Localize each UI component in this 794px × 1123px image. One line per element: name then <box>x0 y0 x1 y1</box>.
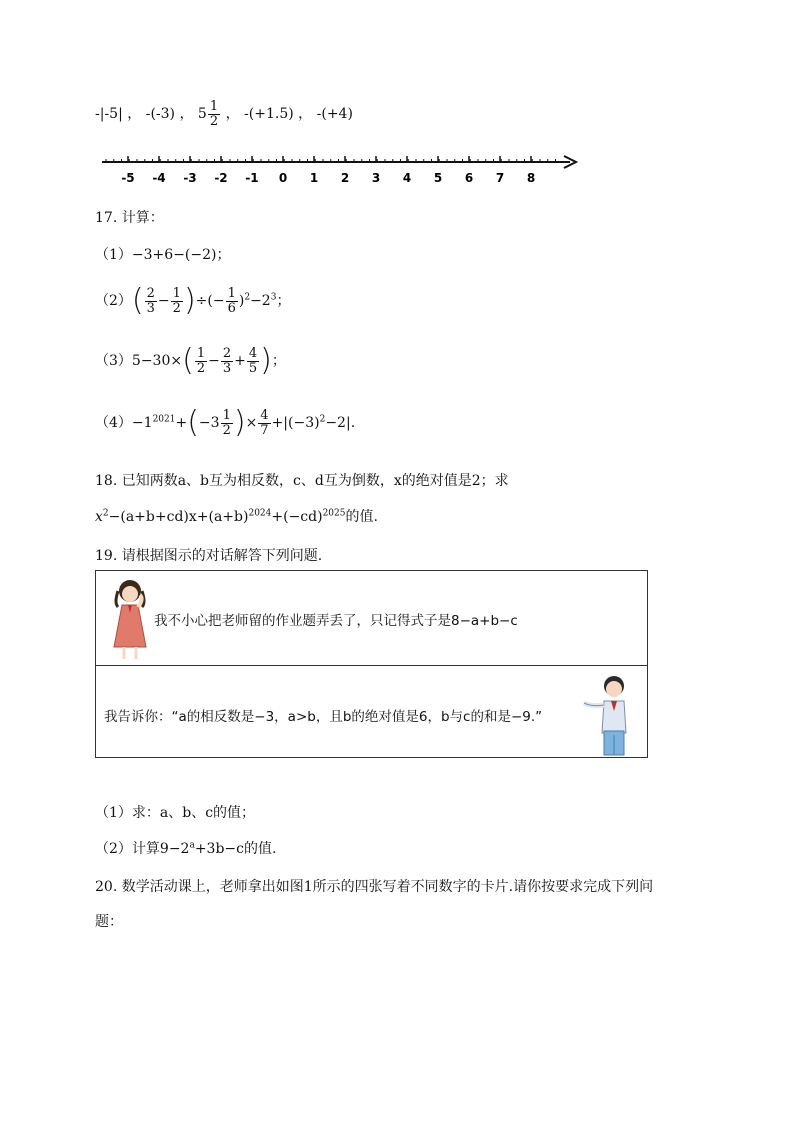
operand: +(−cd) <box>271 509 323 525</box>
tick-label: -4 <box>152 171 166 185</box>
divider <box>96 665 647 666</box>
punctuation: ； <box>271 353 286 369</box>
number-line <box>100 150 580 190</box>
exponent: 3 <box>270 292 277 303</box>
number-3 <box>197 99 221 129</box>
numerator: 1 <box>209 99 219 114</box>
paren-open: ( <box>182 343 194 378</box>
paren-close: ) <box>288 106 294 123</box>
denominator: 2 <box>209 113 219 129</box>
paren-close: ) <box>233 405 246 440</box>
tick-label: -3 <box>183 171 197 185</box>
part-label: （2） <box>95 293 132 309</box>
punctuation: ； <box>276 293 291 309</box>
operator: × <box>245 415 258 431</box>
girl-figure-icon <box>106 577 154 661</box>
operator: + <box>175 415 188 431</box>
number-4 <box>244 106 294 122</box>
paren-close: ) <box>347 106 353 123</box>
number-2: -(-3) <box>145 106 176 123</box>
q19-title: 19. 请根据图示的对话解答下列问题. <box>95 548 323 564</box>
q20-line2: 题： <box>95 914 123 930</box>
q18-expression <box>95 506 378 526</box>
q19-part1: （1）求：a、b、c的值； <box>95 805 256 821</box>
fraction <box>208 100 220 128</box>
q19-part2 <box>95 838 276 858</box>
tick-label: -1 <box>245 171 259 185</box>
numerator: 4 <box>248 345 258 361</box>
numerator: 1 <box>227 285 236 301</box>
operand: −2 <box>250 293 271 309</box>
separator: ， <box>179 106 194 123</box>
tick-label: 4 <box>402 171 412 185</box>
expression: −3+6−(−2) <box>131 247 217 263</box>
variable: x <box>95 509 103 525</box>
part-label: （3） <box>95 353 132 369</box>
punctuation: . <box>350 415 356 431</box>
tick-label: 0 <box>278 171 288 185</box>
exponent: 2025 <box>322 508 346 519</box>
tick-label: 5 <box>433 171 443 185</box>
fraction <box>221 409 233 437</box>
exponent: a <box>189 840 195 851</box>
denominator: 3 <box>222 360 232 376</box>
operand: 5−30× <box>131 353 183 369</box>
numerator: 2 <box>222 345 232 361</box>
denominator: 2 <box>222 422 231 438</box>
denominator: 6 <box>227 300 236 316</box>
paren-open: -( <box>316 106 327 123</box>
numerator: 1 <box>196 345 206 361</box>
paren-open: -( <box>244 106 255 123</box>
paren-open: ( <box>131 283 144 318</box>
separator: ， <box>298 106 313 123</box>
fraction <box>247 347 259 375</box>
separator: ， <box>225 106 240 123</box>
number-1: -|-5| <box>95 106 123 123</box>
operand: −1 <box>131 415 153 431</box>
tick-label: 2 <box>340 171 350 185</box>
tick-label: 8 <box>526 171 536 185</box>
exponent: 2024 <box>248 508 272 519</box>
fraction <box>226 287 238 315</box>
value: +1.5 <box>254 106 289 123</box>
paren-close: ) <box>260 343 272 378</box>
separator: ， <box>127 106 142 123</box>
absolute-value: +|(−3) <box>271 415 320 431</box>
numerator: 1 <box>222 407 231 423</box>
numerator: 1 <box>172 285 181 301</box>
number-5 <box>317 106 353 122</box>
q17-title: 17. 计算： <box>95 210 164 226</box>
operator: ÷(− <box>195 293 225 309</box>
text: +3b−c的值. <box>194 841 277 857</box>
denominator: 2 <box>196 360 206 376</box>
tick-label: 1 <box>309 171 319 185</box>
boy-figure-icon <box>578 673 638 757</box>
text: 的值. <box>345 509 378 525</box>
denominator: 3 <box>146 300 155 316</box>
q18-line1: 18. 已知两数a、b互为相反数，c、d互为倒数，x的绝对值是2；求 <box>95 473 509 489</box>
denominator: 2 <box>172 300 181 316</box>
tick-label: 3 <box>371 171 381 185</box>
q17-part3: （3）5−30×( $\frac{1}{2}$ − $\frac{2}{3}$ + $\frac{4}{5}$ )； <box>95 343 286 378</box>
fraction <box>195 347 207 375</box>
fraction <box>221 347 233 375</box>
value: +4 <box>326 106 348 123</box>
part-label: （4） <box>95 415 132 431</box>
part-label: （1） <box>95 247 132 263</box>
fraction <box>171 287 183 315</box>
fraction <box>258 409 270 437</box>
q17-part1 <box>95 244 231 264</box>
operand: −2| <box>325 415 351 431</box>
exponent: 2 <box>244 292 251 303</box>
dialog-box <box>95 570 648 758</box>
punctuation: ； <box>216 247 231 263</box>
tick-label: -2 <box>214 171 228 185</box>
fraction <box>145 287 157 315</box>
q17-part2: （2）( $\frac{2}{3}$ − $\frac{1}{2}$ )÷(− $\frac{1}{6}$ )$^2-2^3$； <box>95 283 291 318</box>
boy-speech: 我告诉你：“a的相反数是−3，a>b，且b的绝对值是6，b与c的和是−9.” <box>104 709 543 725</box>
q17-part4 <box>95 405 356 440</box>
whole-part: 5 <box>197 106 207 123</box>
paren-open: ( <box>187 405 199 440</box>
whole-part: −3 <box>198 415 220 431</box>
girl-speech: 我不小心把老师留的作业题弄丢了，只记得式子是8−a+b−c <box>154 613 518 629</box>
operand: −(a+b+cd)x+(a+b) <box>108 509 249 525</box>
exponent: 2021 <box>152 414 176 425</box>
denominator: 5 <box>248 360 258 376</box>
tick-label: 7 <box>495 171 505 185</box>
exponent: 2 <box>102 508 109 519</box>
tick-label: -5 <box>121 171 135 185</box>
numbers-row <box>95 100 353 128</box>
denominator: 7 <box>260 422 269 438</box>
exponent: 2 <box>319 414 326 425</box>
paren-close: ) <box>183 283 196 318</box>
text: （2）计算9−2 <box>95 841 190 857</box>
paren-close: ) <box>238 293 245 309</box>
numerator: 2 <box>146 285 155 301</box>
q20-line1: 20. 数学活动课上，老师拿出如图1所示的四张写着不同数字的卡片.请你按要求完成下列问 <box>95 879 654 895</box>
numerator: 4 <box>260 407 269 423</box>
tick-label: 6 <box>464 171 474 185</box>
